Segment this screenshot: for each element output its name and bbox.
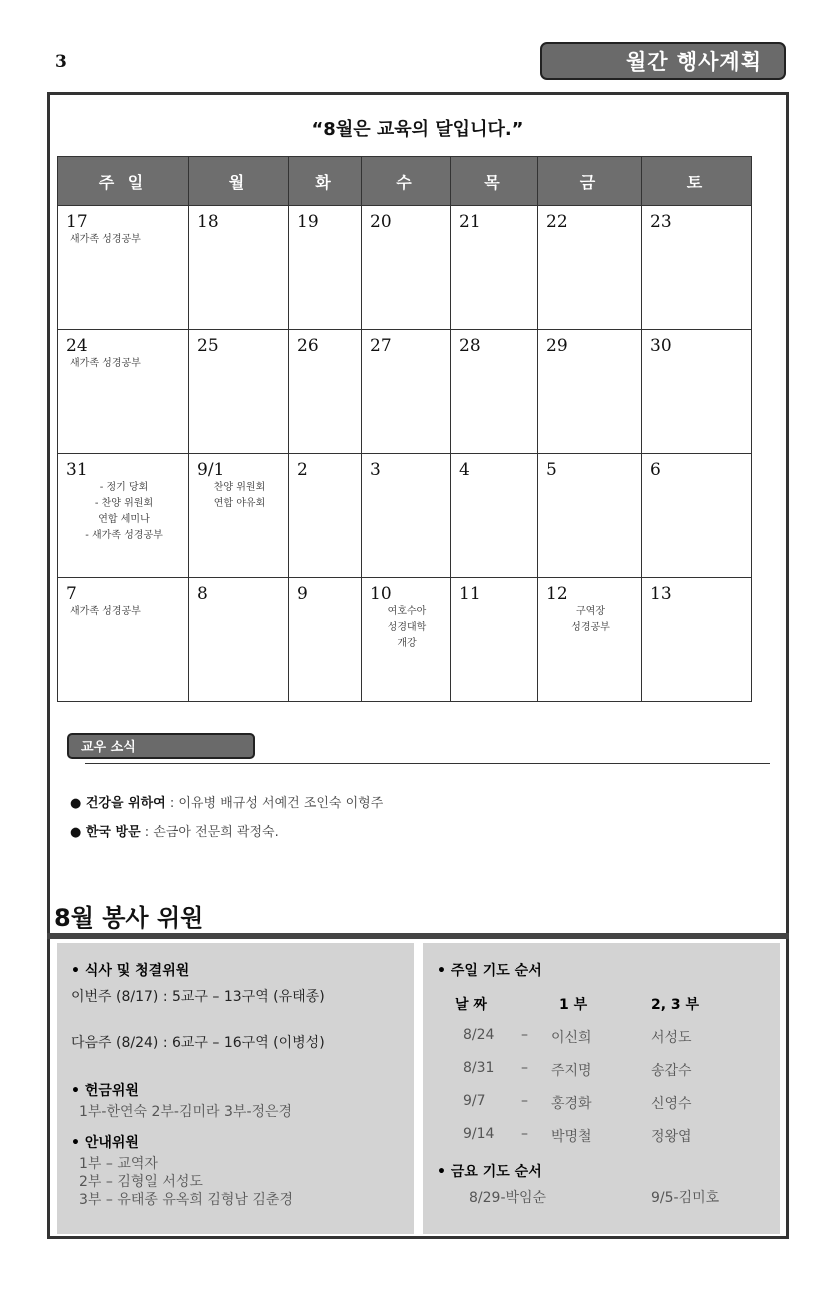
calendar-date: 2	[297, 460, 308, 480]
calendar-date: 23	[650, 212, 672, 232]
news-label: ● 한국 방문	[70, 825, 141, 840]
calendar-event: - 새가족 성경공부	[85, 530, 163, 541]
calendar-date: 4	[459, 460, 470, 480]
calendar-cell	[642, 330, 752, 454]
prayer-row-cell: 9/7	[463, 1093, 486, 1109]
calendar-event: 찬양 위원회	[213, 482, 266, 493]
monthly-theme: “8월은 교육의 달입니다.”	[311, 119, 524, 140]
calendar-cell	[642, 578, 752, 702]
calendar-day-header: 수	[362, 157, 451, 206]
prayer-schedule-box	[423, 943, 780, 1234]
prayer-row-cell: 주지명	[551, 1063, 592, 1079]
prayer-row-cell: 이신희	[551, 1030, 592, 1046]
calendar-day-header: 금	[538, 157, 642, 206]
calendar-cell	[451, 206, 538, 330]
calendar-date: 12	[546, 584, 568, 604]
calendar-date: 17	[66, 212, 88, 232]
prayer-header-second: 2, 3 부	[651, 997, 700, 1013]
calendar-day-header: 화	[289, 157, 362, 206]
calendar-cell	[451, 454, 538, 578]
calendar-cell	[58, 578, 189, 702]
calendar-date: 10	[370, 584, 392, 604]
offering-title: • 헌금위원	[71, 1083, 139, 1099]
calendar-day-header: 토	[642, 157, 752, 206]
news-label: ● 건강을 위하여	[70, 796, 166, 811]
calendar-event: 연합 야유회	[213, 498, 266, 509]
prayer-row-cell: 신영수	[651, 1096, 692, 1112]
calendar-date: 9	[297, 584, 308, 604]
usher-title: • 안내위원	[71, 1135, 139, 1151]
calendar-date: 8	[197, 584, 208, 604]
calendar-day-header: 주 일	[58, 157, 189, 206]
prayer-row-cell: 박명철	[551, 1129, 592, 1145]
calendar-cell	[189, 578, 289, 702]
calendar-cell	[451, 330, 538, 454]
calendar-cell	[538, 454, 642, 578]
calendar-event: - 찬양 위원회	[94, 498, 154, 509]
prayer-row-cell: –	[521, 1126, 528, 1142]
calendar-cell	[289, 206, 362, 330]
calendar-cell	[58, 330, 189, 454]
calendar-date: 25	[197, 336, 219, 356]
calendar-cell	[189, 206, 289, 330]
event-calendar	[57, 156, 752, 702]
calendar-date: 13	[650, 584, 672, 604]
calendar-cell	[362, 206, 451, 330]
prayer-row-cell: 8/31	[463, 1060, 495, 1076]
usher-2: 2부 – 김형일 서성도	[79, 1174, 203, 1190]
friday-prayer-1: 8/29-박임순	[469, 1190, 547, 1206]
calendar-cell	[362, 454, 451, 578]
service-duties-box	[57, 943, 414, 1234]
calendar-event: 새가족 성경공부	[70, 234, 141, 245]
calendar-date: 20	[370, 212, 392, 232]
calendar-event: 새가족 성경공부	[70, 606, 141, 617]
offering-members: 1부-한연숙 2부-김미라 3부-정은경	[79, 1104, 293, 1120]
prayer-row-cell: 홍경화	[551, 1096, 592, 1112]
calendar-cell	[538, 330, 642, 454]
news-section-tab: 교우 소식	[67, 733, 255, 759]
prayer-row-cell: –	[521, 1093, 528, 1109]
calendar-cell	[289, 578, 362, 702]
calendar-event: 연합 세미나	[98, 514, 150, 525]
calendar-date: 19	[297, 212, 319, 232]
calendar-date: 29	[546, 336, 568, 356]
calendar-cell	[642, 454, 752, 578]
prayer-row-cell: –	[521, 1027, 528, 1043]
calendar-date: 9/1	[197, 460, 225, 480]
calendar-date: 30	[650, 336, 672, 356]
calendar-cell	[538, 578, 642, 702]
calendar-date: 18	[197, 212, 219, 232]
calendar-event: 새가족 성경공부	[70, 358, 141, 369]
calendar-cell	[362, 578, 451, 702]
calendar-cell	[189, 454, 289, 578]
this-week-duty: 이번주 (8/17) : 5교구 – 13구역 (유태종)	[71, 989, 325, 1005]
usher-3: 3부 – 유태종 유옥희 김형남 김춘경	[79, 1192, 293, 1208]
page-number: 3	[55, 52, 67, 72]
news-item-health	[70, 792, 383, 811]
calendar-cell	[538, 206, 642, 330]
usher-1: 1부 – 교역자	[79, 1156, 158, 1172]
calendar-event: 여호수아	[387, 606, 427, 617]
calendar-cell	[289, 330, 362, 454]
prayer-row-cell: 9/14	[463, 1126, 495, 1142]
calendar-event: 성경공부	[571, 622, 610, 633]
calendar-cell	[189, 330, 289, 454]
sunday-prayer-title: • 주일 기도 순서	[437, 963, 542, 979]
calendar-cell	[451, 578, 538, 702]
prayer-header-first: 1 부	[559, 997, 588, 1013]
calendar-cell	[58, 454, 189, 578]
calendar-date: 31	[66, 460, 88, 480]
calendar-date: 26	[297, 336, 319, 356]
calendar-date: 11	[459, 584, 481, 604]
calendar-day-header: 목	[451, 157, 538, 206]
calendar-cell	[289, 454, 362, 578]
friday-prayer-title: • 금요 기도 순서	[437, 1164, 542, 1180]
news-divider	[85, 763, 770, 764]
news-text: : 손금아 전문희 곽정숙.	[140, 825, 279, 840]
calendar-day-header: 월	[189, 157, 289, 206]
calendar-date: 21	[459, 212, 481, 232]
volunteers-panel	[47, 939, 789, 1239]
calendar-date: 22	[546, 212, 568, 232]
prayer-row-cell: 송갑수	[651, 1063, 692, 1079]
news-item-korea-visit	[70, 821, 279, 840]
calendar-event: - 정기 당회	[99, 482, 149, 493]
news-text: : 이유병 배규성 서예건 조인숙 이형주	[165, 796, 384, 811]
friday-prayer-2: 9/5-김미호	[651, 1190, 720, 1206]
prayer-row-cell: –	[521, 1060, 528, 1076]
calendar-cell	[58, 206, 189, 330]
calendar-cell	[362, 330, 451, 454]
prayer-header-date: 날 짜	[455, 997, 487, 1013]
calendar-date: 28	[459, 336, 481, 356]
next-week-duty: 다음주 (8/24) : 6교구 – 16구역 (이병성)	[71, 1035, 325, 1051]
volunteers-title: 8월 봉사 위원	[54, 904, 204, 932]
calendar-date: 27	[370, 336, 392, 356]
calendar-date: 7	[66, 584, 77, 604]
calendar-date: 3	[370, 460, 381, 480]
calendar-date: 5	[546, 460, 557, 480]
calendar-date: 24	[66, 336, 88, 356]
meal-title: • 식사 및 청결위원	[71, 963, 190, 979]
calendar-date: 6	[650, 460, 661, 480]
prayer-row-cell: 8/24	[463, 1027, 495, 1043]
calendar-event: 성경대학	[387, 622, 427, 633]
calendar-cell	[642, 206, 752, 330]
calendar-event: 개강	[397, 638, 417, 649]
prayer-row-cell: 서성도	[651, 1030, 692, 1046]
prayer-row-cell: 정왕엽	[651, 1129, 692, 1145]
section-header-badge: 월간 행사계획	[540, 42, 786, 80]
calendar-event: 구역장	[576, 606, 605, 617]
